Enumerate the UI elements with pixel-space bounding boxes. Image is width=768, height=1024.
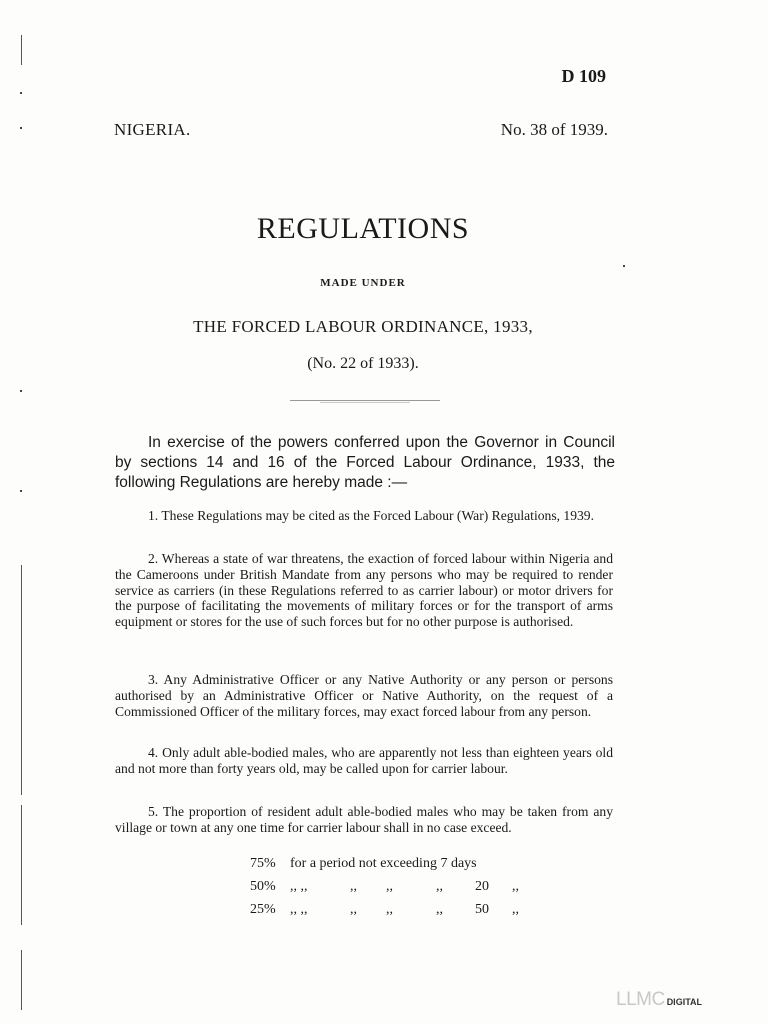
ditto-mark: ,, xyxy=(512,902,519,917)
regulation-paragraph-1: 1. These Regulations may be cited as the Forced Labour (War) Regulations, 1939. xyxy=(148,508,594,523)
scan-margin-dot xyxy=(623,265,625,267)
document-number: No. 38 of 1939. xyxy=(500,120,608,139)
regulation-paragraph-2: 2. Whereas a state of war threatens, the exaction of forced labour within Nigeria and the Cameroons under British Mandate from any persons who may be required to render service as carriers (in these Regulations referred to as carrier labour) or motor drivers for the purpose of facilitating the movements of military forces or for the transport of arms equipment or stores for the use of such forces but for no other purpose is authorised. xyxy=(115,551,613,630)
page-title: REGULATIONS xyxy=(256,212,470,245)
decorative-divider xyxy=(290,399,440,404)
ditto-mark: ,, ,, xyxy=(290,879,308,894)
scan-margin-mark xyxy=(21,950,22,1010)
proportion-days: 50 xyxy=(475,902,489,917)
ditto-mark: ,, ,, xyxy=(290,902,308,917)
made-under-subtitle: MADE UNDER xyxy=(320,277,406,289)
regulation-paragraph-3: 3. Any Administrative Officer or any Native Authority or any person or persons authorised by an Administrative Officer or Native Authority, on the request of a Commissioned Officer of the military forces, may exact forced labour from any person. xyxy=(115,672,613,719)
ditto-mark: ,, xyxy=(386,902,393,917)
scan-margin-dot xyxy=(20,390,22,392)
proportion-percent: 75% xyxy=(250,856,276,871)
ditto-mark: ,, xyxy=(436,879,443,894)
country-heading: NIGERIA. xyxy=(114,120,191,139)
scan-margin-mark xyxy=(21,805,22,925)
proportion-percent: 50% xyxy=(250,879,276,894)
ditto-mark: ,, xyxy=(350,902,357,917)
proportion-days: 20 xyxy=(475,879,489,894)
regulation-paragraph-5: 5. The proportion of resident adult able-bodied males who may be taken from any village or town at any one time for carrier labour shall in no case exceed. xyxy=(115,804,613,835)
llmc-digital-logo xyxy=(616,989,702,1011)
preamble-paragraph: In exercise of the powers conferred upon the Governor in Council by sections 14 and 16 of the Forced Labour Ordinance, 1933, the following Regulations are hereby made :— xyxy=(115,434,615,491)
scan-margin-dot xyxy=(20,127,22,129)
scan-margin-mark xyxy=(21,35,22,65)
ditto-mark: ,, xyxy=(386,879,393,894)
proportion-percent: 25% xyxy=(250,902,276,917)
ordinance-title: THE FORCED LABOUR ORDINANCE, 1933, xyxy=(193,317,533,336)
ditto-mark: ,, xyxy=(512,879,519,894)
logo-subtext: DIGITAL xyxy=(666,997,703,1007)
proportion-text: for a period not exceeding 7 days xyxy=(290,856,477,871)
ditto-mark: ,, xyxy=(436,902,443,917)
scan-margin-dot xyxy=(20,92,22,94)
logo-text: LLMC xyxy=(616,989,665,1010)
ditto-mark: ,, xyxy=(350,879,357,894)
page-number: D 109 xyxy=(561,66,606,86)
scan-margin-mark xyxy=(21,565,22,795)
scan-margin-dot xyxy=(20,490,22,492)
regulation-paragraph-4: 4. Only adult able-bodied males, who are apparently not less than eighteen years old and not more than forty years old, may be called upon for carrier labour. xyxy=(115,745,613,776)
ordinance-number: (No. 22 of 1933). xyxy=(307,355,419,372)
